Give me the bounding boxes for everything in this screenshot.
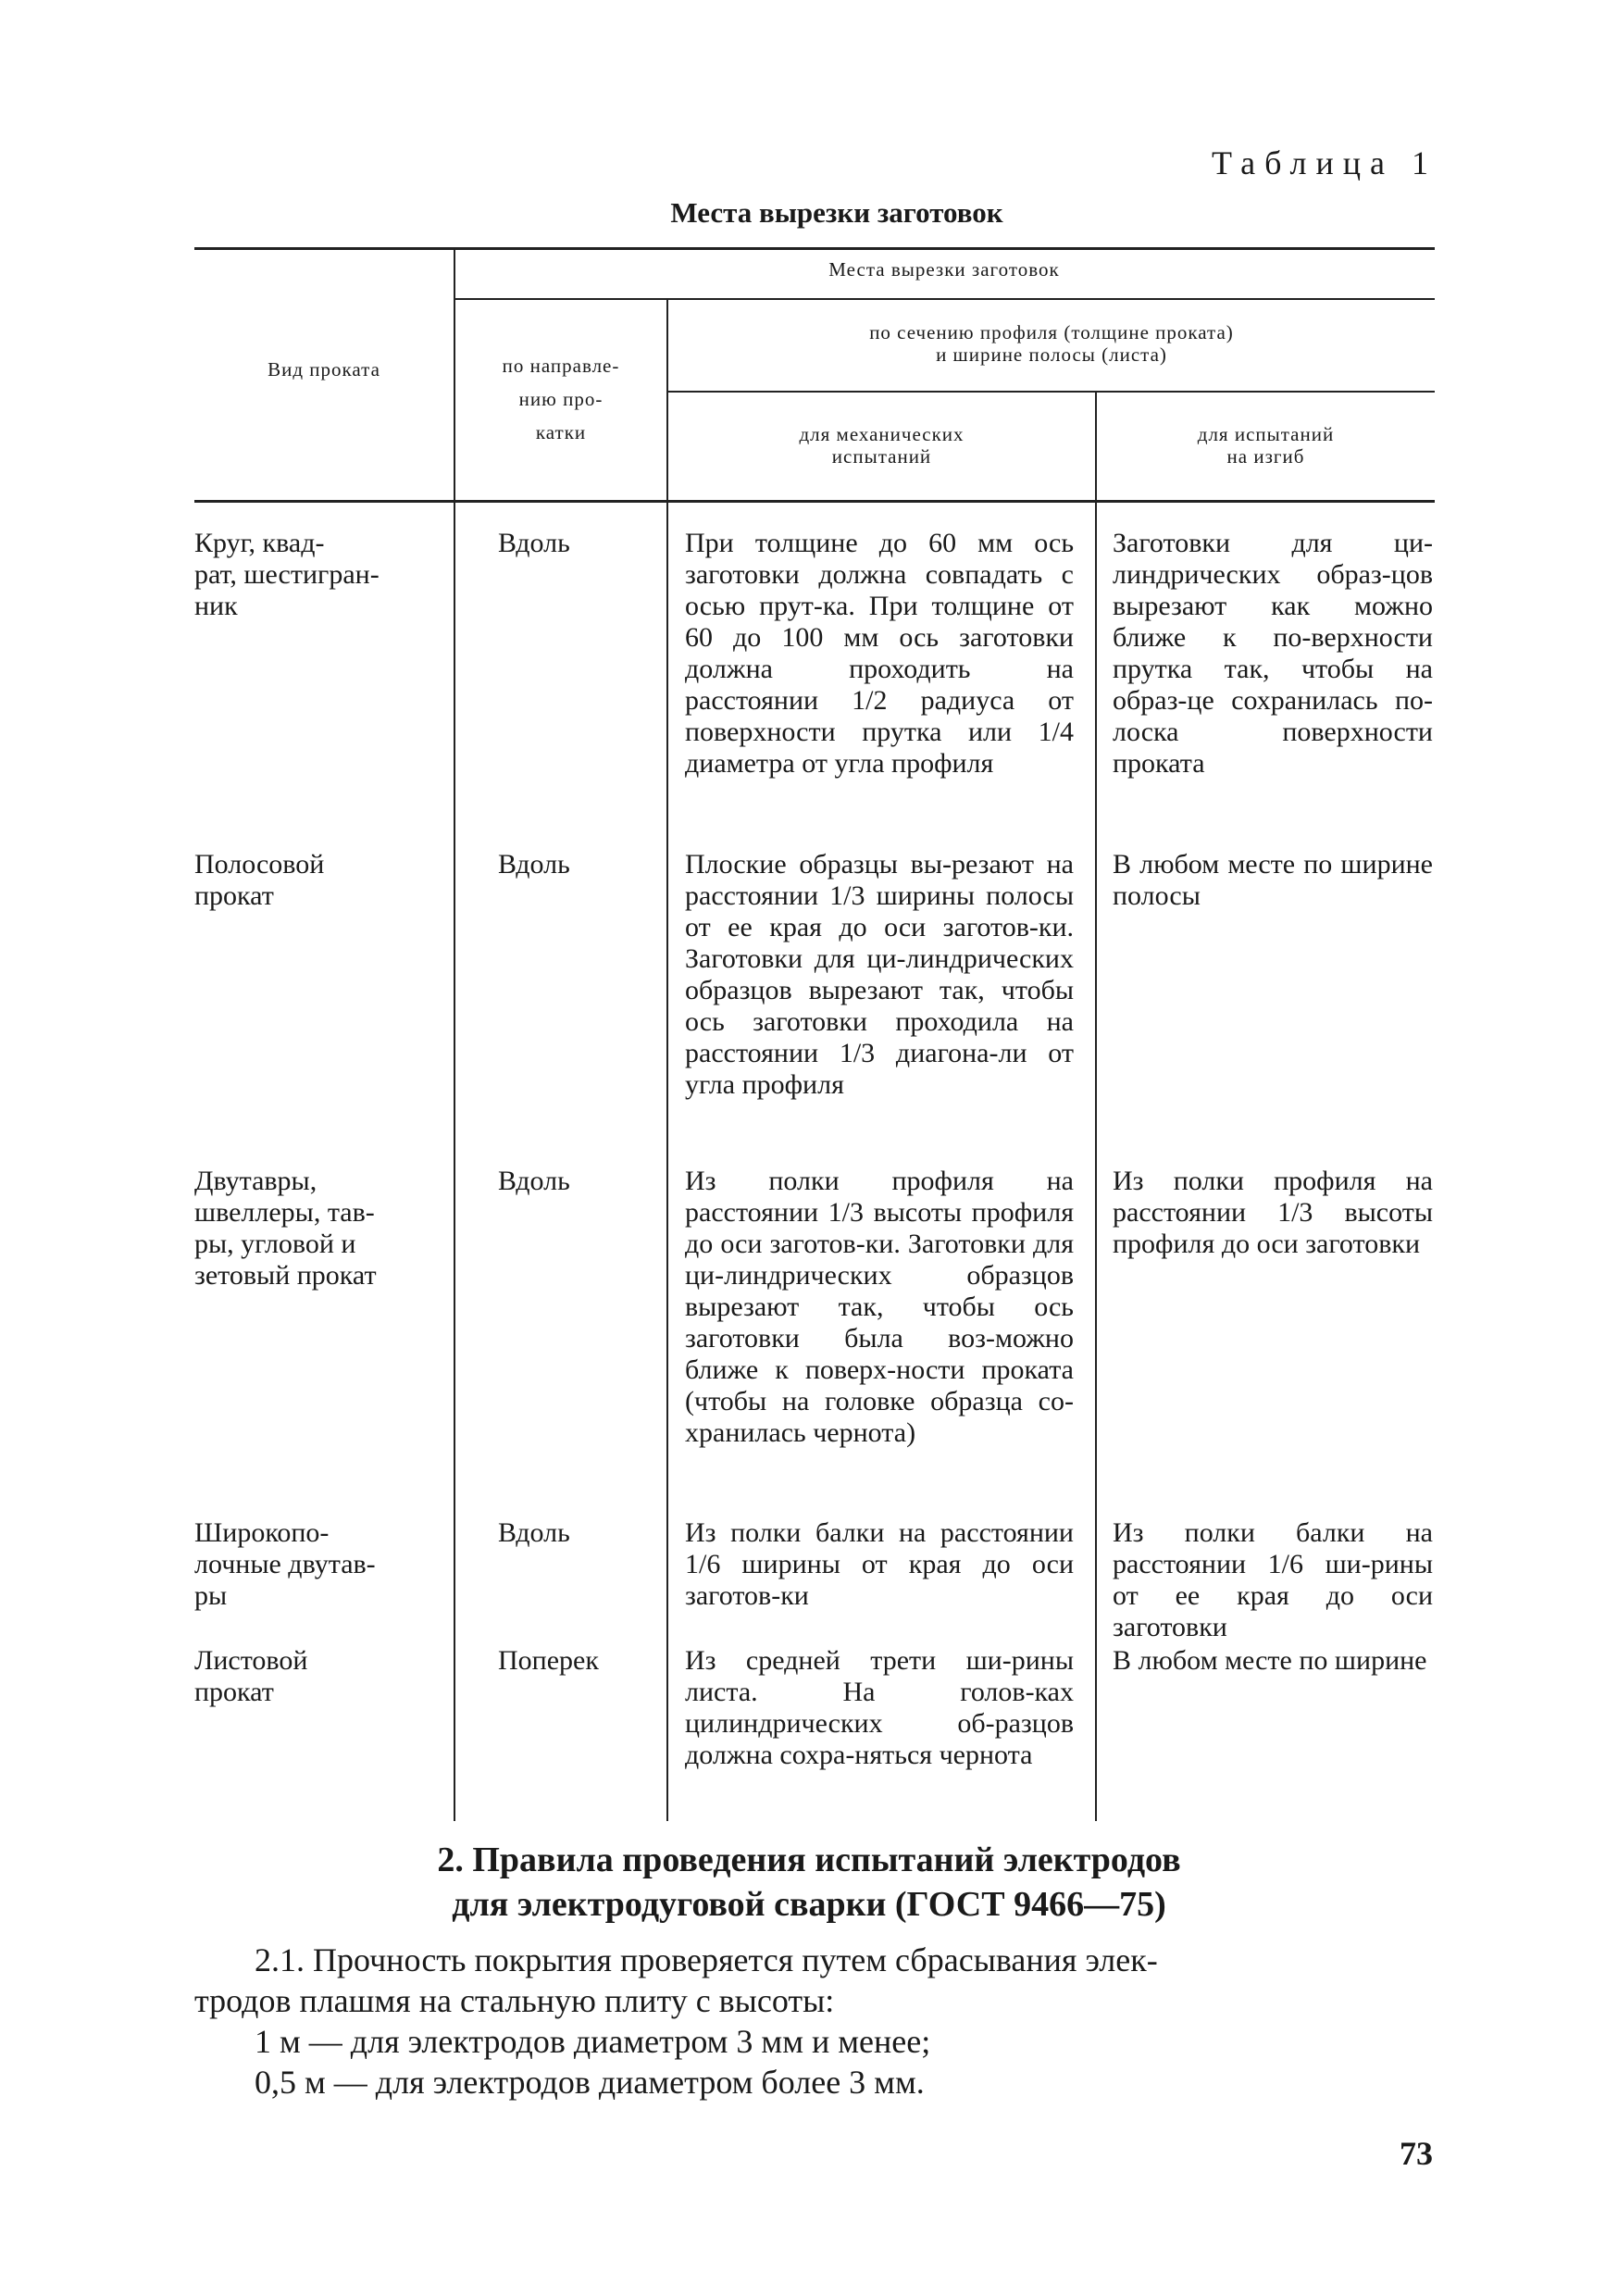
- row5-mechanical: Из средней трети ши-рины листа. На голов-ках цилиндрических об-разцов должна сохра-няться чернота: [685, 1645, 1074, 1770]
- table-top-rule: [194, 247, 1435, 250]
- row5-kind: Листовой прокат: [194, 1645, 308, 1707]
- header-rule-places: [454, 298, 1435, 300]
- section-heading-line2: для электродуговой сварки (ГОСТ 9466—75): [452, 1885, 1166, 1924]
- table-title: Места вырезки заготовок: [670, 196, 1003, 229]
- section-heading: [0, 1838, 1618, 1927]
- row2-kind: Полосовой прокат: [194, 849, 325, 911]
- header-bottom-rule: [194, 500, 1435, 503]
- section-paragraph: 2.1. Прочность покрытия проверяется путем сбрасывания элек- тродов плашмя на стальную плиту с высоты:: [194, 1941, 1158, 2019]
- row5-direction: Поперек: [498, 1645, 599, 1676]
- col-divider-2: [666, 298, 668, 1821]
- section-heading-line1: 2. Правила проведения испытаний электродов: [437, 1841, 1181, 1879]
- cutting-table: [194, 247, 1435, 1821]
- row2-direction: Вдоль: [498, 849, 570, 880]
- row3-kind: Двутавры, швеллеры, тав- ры, угловой и зетовый прокат: [194, 1166, 377, 1291]
- row1-bending: Заготовки для ци-линдрических образ-цов вырезают как можно ближе к по-верхности прутка так, чтобы на образ-це сохранилась по-лоска поверхности проката: [1113, 528, 1433, 779]
- row2-bending: В любом месте по ширине полосы: [1113, 849, 1433, 911]
- row4-direction: Вдоль: [498, 1517, 570, 1548]
- section-item-2: 0,5 м — для электродов диаметром более 3 мм.: [255, 2064, 925, 2101]
- section-item-1: 1 м — для электродов диаметром 3 мм и менее;: [255, 2023, 931, 2060]
- table-label: Таблица 1: [1212, 144, 1438, 181]
- row5-bending: В любом месте по ширине: [1113, 1645, 1427, 1676]
- header-kind: Вид проката: [268, 358, 380, 381]
- row1-kind: Круг, квад- рат, шестигран- ник: [194, 528, 380, 621]
- row4-mechanical: Из полки балки на расстоянии 1/6 ширины от края до оси заготов-ки: [685, 1517, 1074, 1611]
- row4-bending: Из полки балки на расстоянии 1/6 ши-рины от ее края до оси заготовки: [1113, 1517, 1433, 1642]
- header-bending: для испытаний на изгиб: [1197, 423, 1335, 468]
- header-mechanical: для механических испытаний: [799, 423, 965, 468]
- col-divider-1: [454, 247, 455, 1821]
- row4-kind: Широкопо- лочные двутав- ры: [194, 1517, 376, 1611]
- header-places: Места вырезки заготовок: [828, 258, 1060, 281]
- row3-mechanical: Из полки профиля на расстоянии 1/3 высоты профиля до оси заготов-ки. Заготовки для ци-линдрических образцов вырезают так, чтобы ось заготовки была воз-можно ближе к поверх-ности проката (чтобы на головке образца со-хранилась чернота): [685, 1166, 1074, 1448]
- row2-mechanical: Плоские образцы вы-резают на расстоянии 1/3 ширины полосы от ее края до оси заготов-ки. Заготовки для ци-линдрических образцов вырезают так, чтобы ось заготовки проходила на расстоянии 1/3 диагона-ли от угла профиля: [685, 849, 1074, 1100]
- row3-direction: Вдоль: [498, 1166, 570, 1196]
- row3-bending: Из полки профиля на расстоянии 1/3 высоты профиля до оси заготовки: [1113, 1166, 1433, 1259]
- row1-direction: Вдоль: [498, 528, 570, 558]
- row1-mechanical: При толщине до 60 мм ось заготовки должна совпадать с осью прут-ка. При толщине от 60 до 100 мм ось заготовки должна проходить на расстоянии 1/2 радиуса от поверхности прутка или 1/4 диаметра от угла профиля: [685, 528, 1074, 779]
- col-divider-3: [1095, 391, 1097, 1821]
- header-section: по сечению профиля (толщине проката) и ширине полосы (листа): [869, 321, 1234, 366]
- header-direction: по направле- нию про- катки: [502, 355, 620, 443]
- header-rule-section: [666, 391, 1435, 393]
- page-number: 73: [1400, 2135, 1433, 2172]
